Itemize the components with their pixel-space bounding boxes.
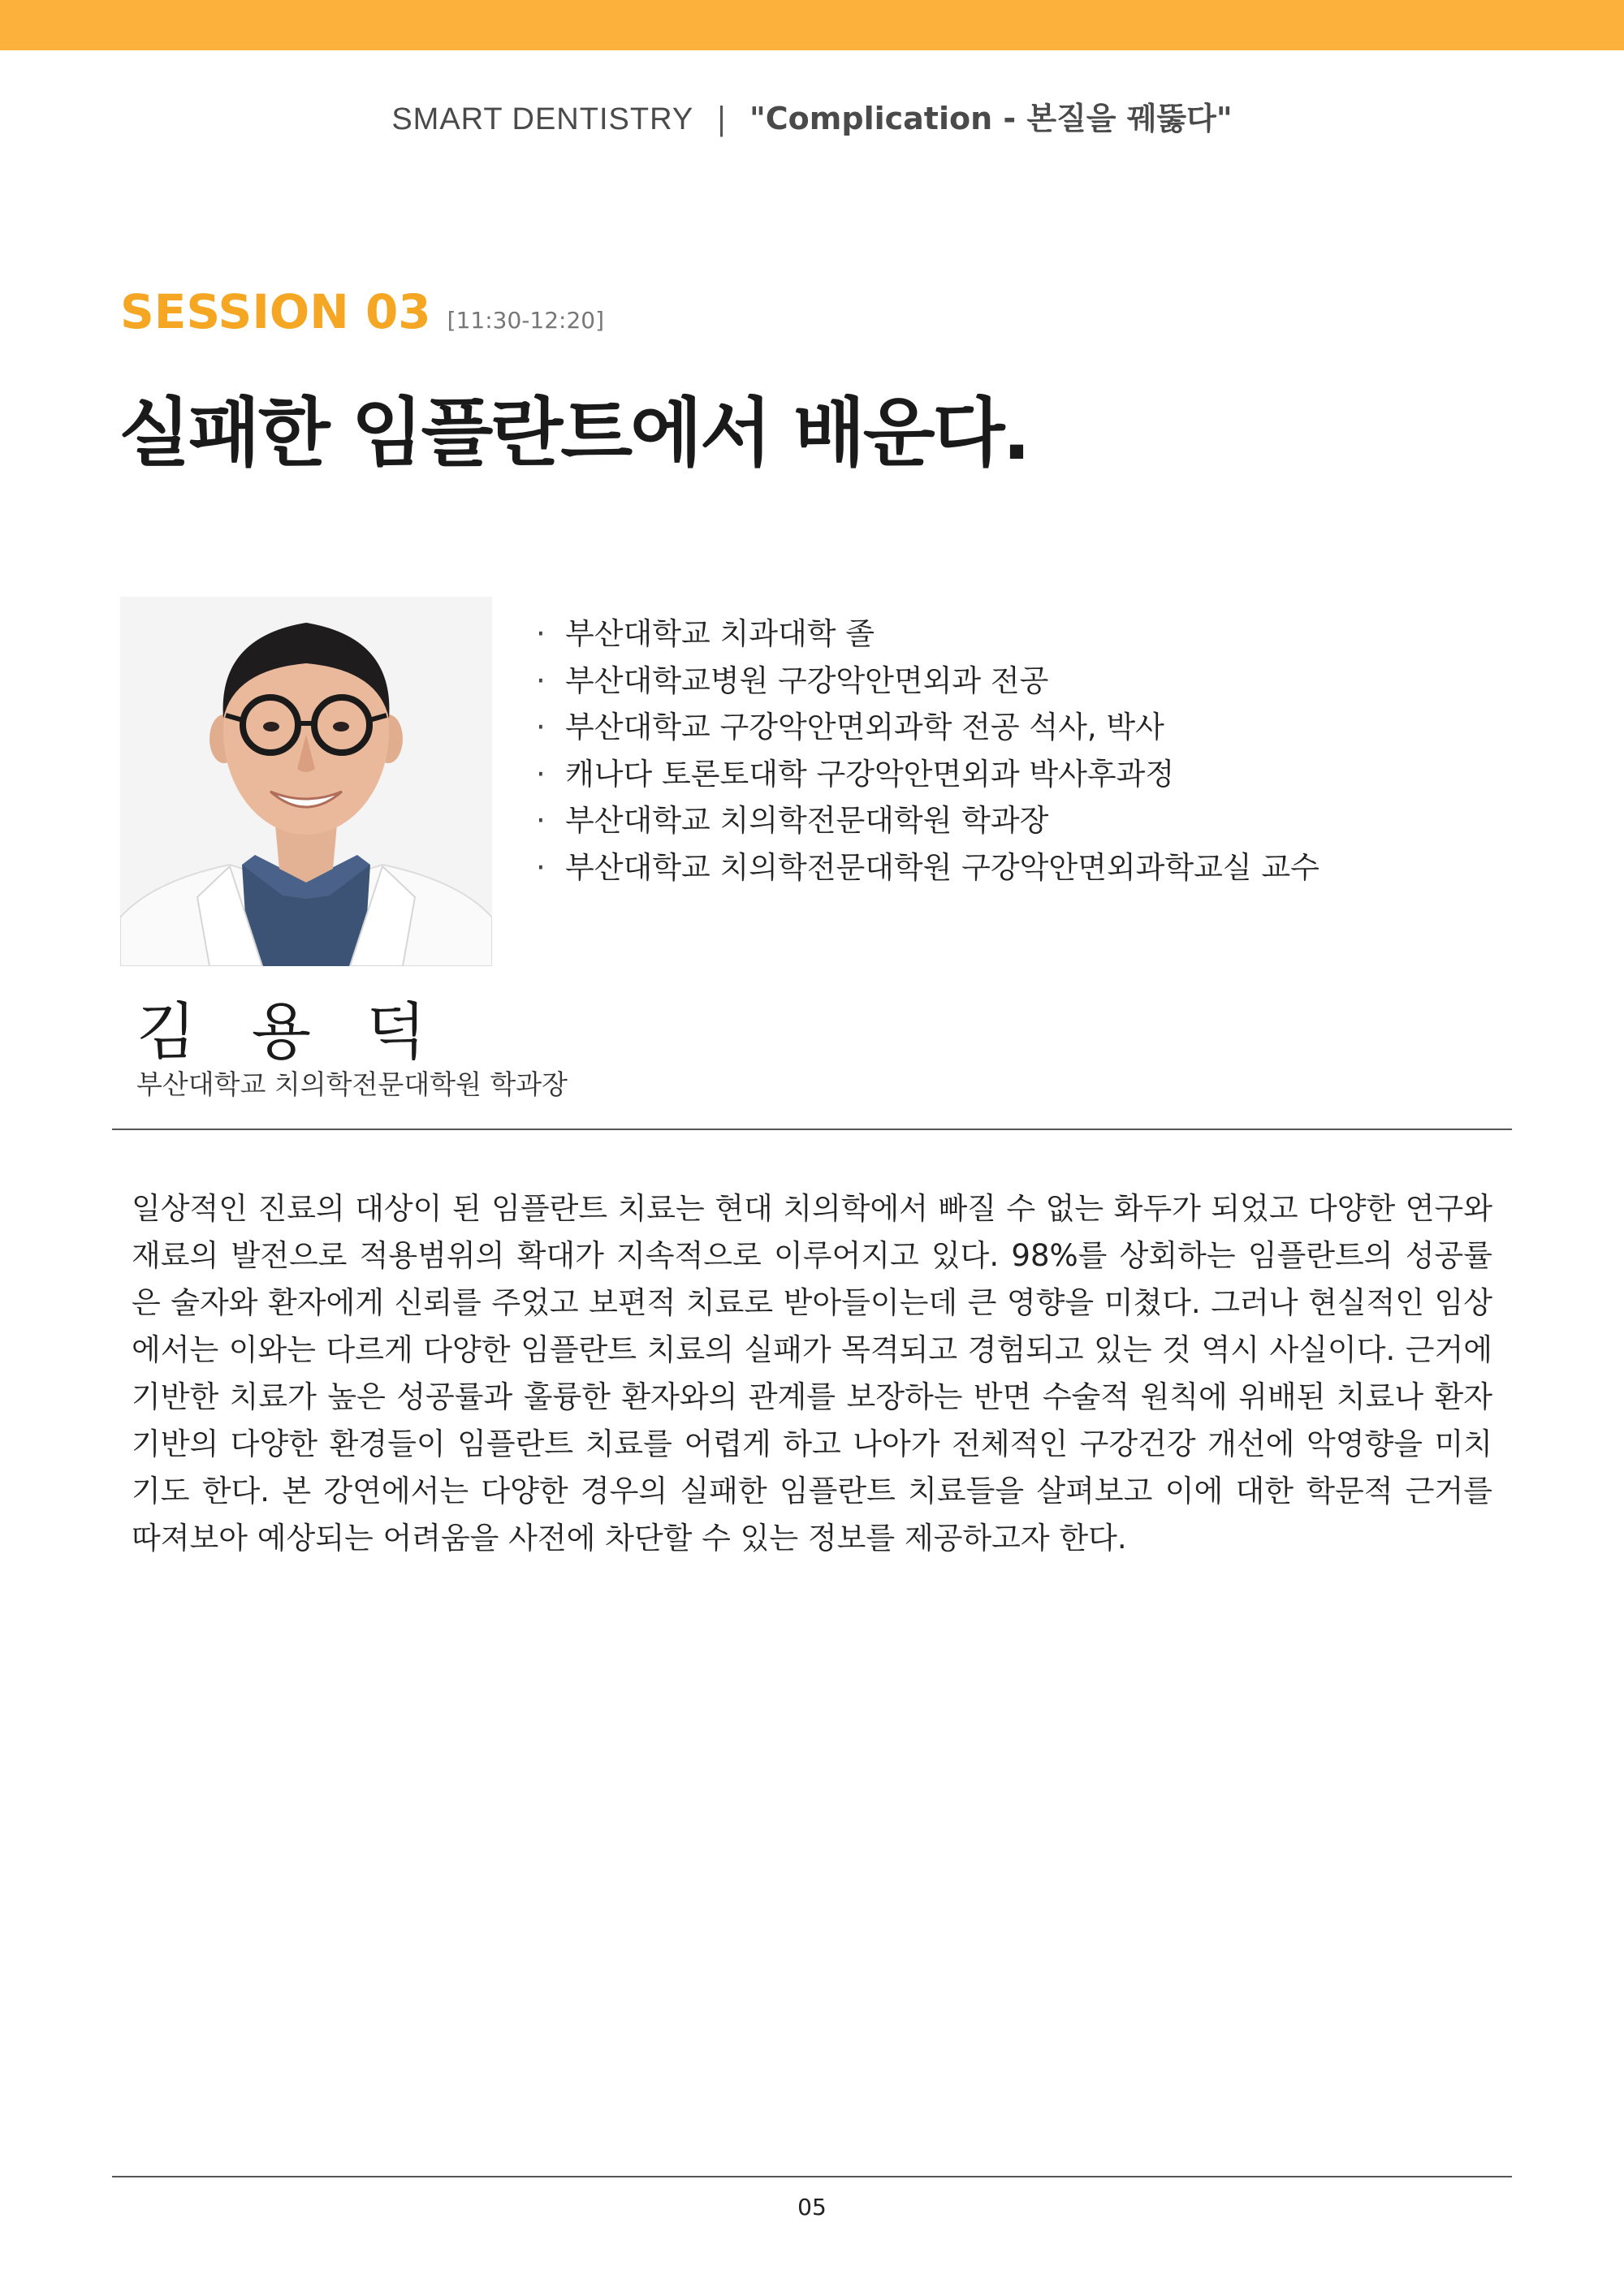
bio-item [536, 658, 1320, 705]
speaker-bio-list [536, 611, 1320, 891]
lecture-abstract: 일상적인 진료의 대상이 된 임플란트 치료는 현대 치의학에서 빠질 수 없는 화두가 되었고 다양한 연구와 재료의 발전으로 적용범위의 확대가 지속적으로 이루어지고 있다. 98%를 상회하는 임플란트의 성공률은 술자와 환자에게 신뢰를 주었고 보편적 치료로 받아들이는데 큰 영향을 미쳤다. 그러나 현실적인 임상에서는 이와는 다르게 다양한 임플란트 치료의 실패가 목격되고 경험되고 있는 것 역시 사실이다. 근거에 기반한 치료가 높은 성공률과 훌륭한 환자와의 관계를 보장하는 반면 수술적 원칙에 위배된 치료나 환자 기반의 다양한 환경들이 임플란트 치료를 어렵게 하고 나아가 전체적인 구강건강 개선에 악영향을 미치기도 한다. 본 강연에서는 다양한 경우의 실패한 임플란트 치료들을 살펴보고 이에 대한 학문적 근거를 따져보아 예상되는 어려움을 사전에 차단할 수 있는 정보를 제공하고자 한다. [132, 1191, 1492, 1556]
bio-item-text: 부산대학교 치의학전문대학원 학과장 [565, 803, 1049, 838]
speaker-photo [120, 597, 492, 966]
bullet-icon: · [536, 849, 546, 885]
bio-item-text: 부산대학교 구강악안면외과학 전공 석사, 박사 [565, 710, 1164, 744]
lecture-title: 실패한 임플란트에서 배운다. [119, 390, 1029, 477]
header-brand: SMART DENTISTRY [391, 102, 694, 136]
bio-item [536, 844, 1320, 891]
session-time: [11:30-12:20] [447, 307, 605, 334]
bio-item-text: 부산대학교 치의학전문대학원 구강악안면외과학교실 교수 [565, 849, 1320, 885]
speaker-name: 김 용 덕 [136, 995, 444, 1068]
header-separator: | [716, 101, 727, 136]
bullet-icon: · [536, 710, 546, 744]
page-number: 05 [797, 2194, 827, 2220]
top-accent-bar [0, 0, 1624, 50]
footer-divider [112, 2176, 1512, 2177]
bullet-icon: · [536, 662, 546, 698]
bio-item [536, 751, 1320, 798]
bio-item-text: 캐나다 토론토대학 구강악안면외과 박사후과정 [565, 756, 1175, 792]
bio-item [536, 704, 1320, 751]
section-divider [112, 1129, 1512, 1130]
bio-item-text: 부산대학교병원 구강악안면외과 전공 [565, 662, 1049, 698]
bio-item [536, 611, 1320, 658]
header-tagline: "Complication - 본질을 꿰뚫다" [749, 101, 1233, 136]
bullet-icon: · [536, 756, 546, 792]
session-label: SESSION 03 [120, 284, 431, 339]
session-heading [120, 284, 604, 339]
bio-item-text: 부산대학교 치과대학 졸 [565, 616, 875, 651]
bullet-icon: · [536, 803, 546, 838]
bio-item [536, 797, 1320, 844]
bullet-icon: · [536, 616, 546, 651]
speaker-affiliation: 부산대학교 치의학전문대학원 학과장 [136, 1068, 568, 1100]
running-header [0, 93, 1624, 138]
